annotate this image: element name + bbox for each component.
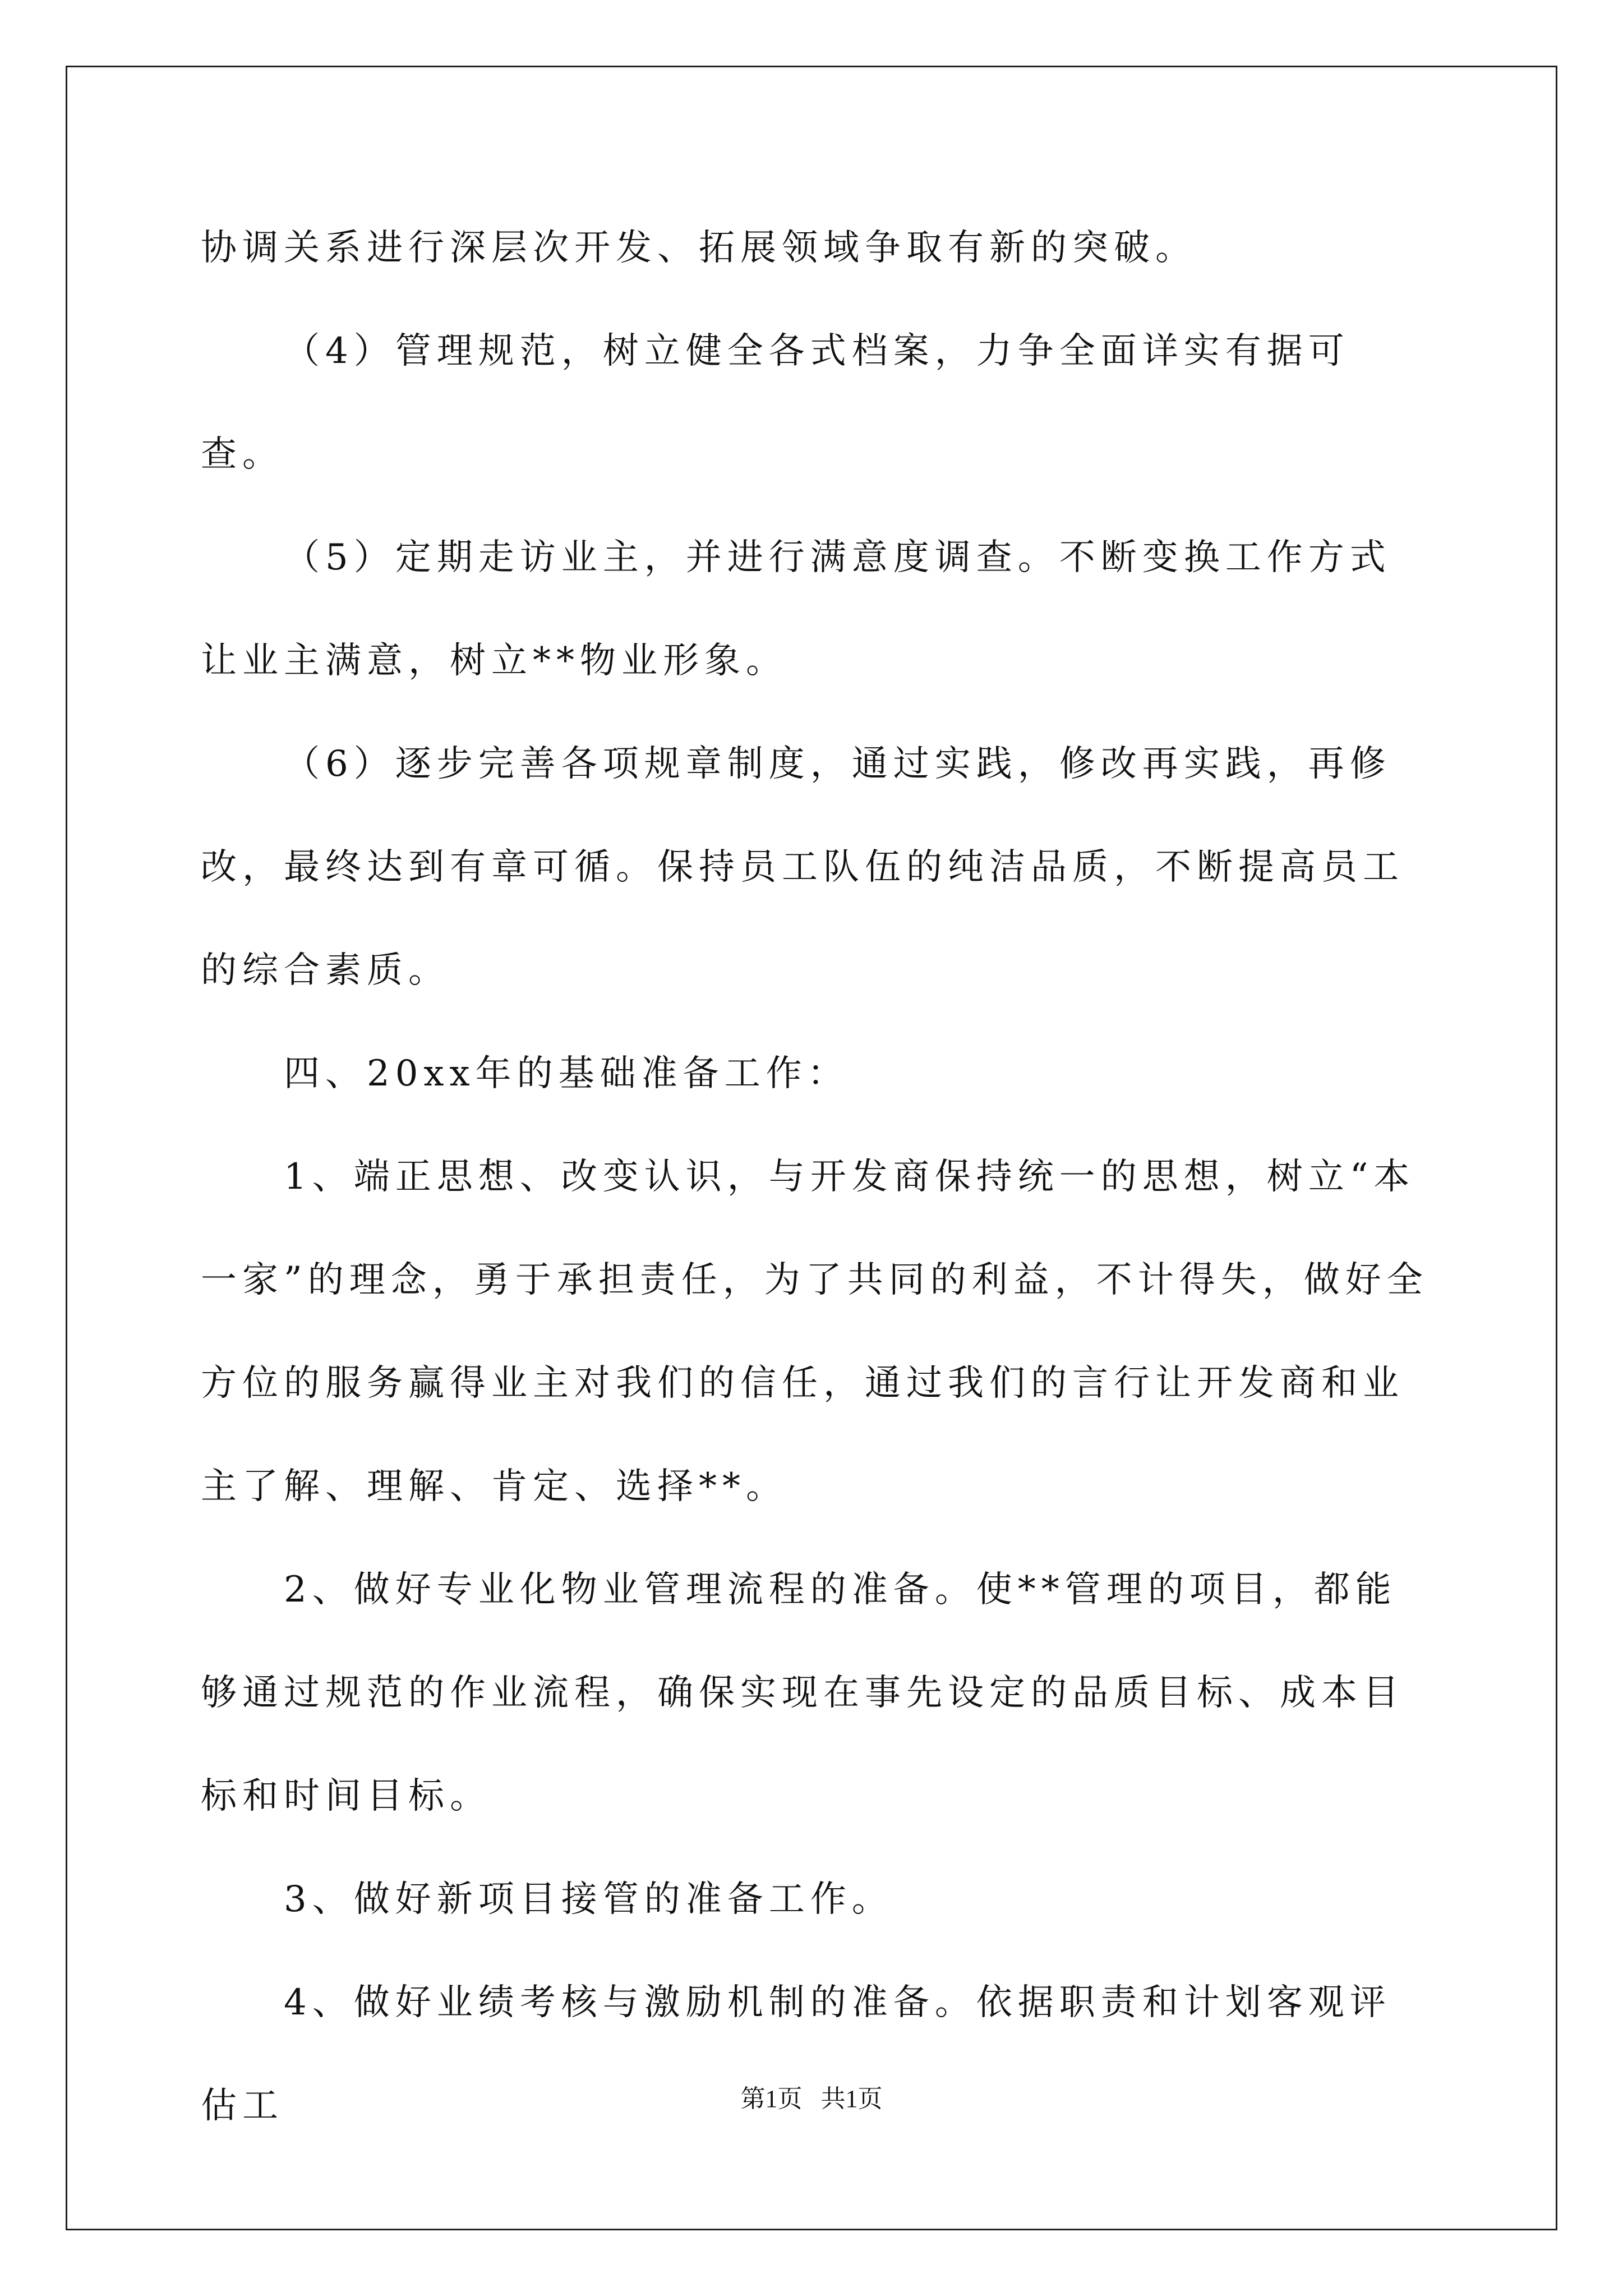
paragraph-9: 4、做好业绩考核与激励机制的准备。依据职责和计划客观评估工 <box>201 1982 1391 2127</box>
paragraph-6: 1、端正思想、改变认识，与开发商保持统一的思想，树立“本一家”的理念，勇于承担责任，为了共同的利益，不计得失，做好全方位的服务赢得业主对我们的信任，通过我们的言行让开发商和业主了解、理解、肯定、选择**。 <box>201 1156 1428 1507</box>
paragraph-1: 协调关系进行深层次开发、拓展领域争取有新的突破。 <box>201 227 1197 269</box>
paragraph-7: 2、做好专业化物业管理流程的准备。使**管理的项目，都能够通过规范的作业流程，确保实现在事先设定的品质目标、成本目标和时间目标。 <box>201 1569 1404 1817</box>
paragraph-4: （6）逐步完善各项规章制度，通过实践，修改再实践，再修改，最终达到有章可循。保持员工队伍的纯洁品质，不断提高员工的综合素质。 <box>201 743 1404 991</box>
paragraph-8: 3、做好新项目接管的准备工作。 <box>284 1879 893 1920</box>
section-heading: 四、20xx年的基础准备工作： <box>284 1053 849 1094</box>
paragraph-3: （5）定期走访业主，并进行满意度调查。不断变换工作方式让业主满意，树立**物业形象。 <box>201 537 1391 682</box>
page-number-footer: 第1页 共1页 <box>740 2085 883 2113</box>
paragraph-2: （4）管理规范，树立健全各式档案，力争全面详实有据可查。 <box>201 330 1350 475</box>
document-body <box>201 196 1429 2157</box>
